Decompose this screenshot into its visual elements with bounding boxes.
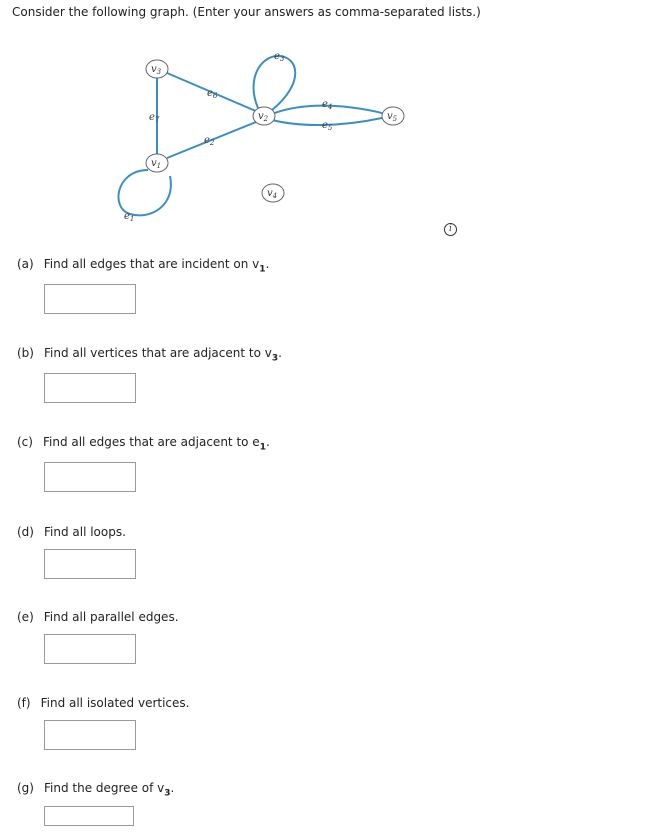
question-text: Find all isolated vertices.	[40, 696, 190, 710]
question-g: (g) Find the degree of $v_3$.	[17, 781, 175, 799]
question-text: Find the degree of v	[43, 781, 165, 795]
vertex-label-v5: $v_5$	[387, 111, 398, 123]
edge-label-e2: $e_2$	[204, 135, 215, 147]
question-part: (b)	[17, 346, 34, 360]
answer-a-input[interactable]	[44, 284, 136, 314]
question-b: (b) Find all vertices that are adjacent to $v_3$.	[17, 346, 282, 364]
question-part: (g)	[17, 781, 34, 795]
answer-c-input[interactable]	[44, 462, 136, 492]
edge-e1-loop	[118, 170, 170, 215]
question-c: (c) Find all edges that are adjacent to $e_1$.	[17, 435, 270, 453]
question-part: (d)	[17, 525, 34, 539]
edge-label-e5: $e_5$	[322, 120, 333, 132]
edge-label-e4: $e_4$	[322, 99, 333, 111]
instruction-text: Consider the following graph. (Enter your answers as comma-separated lists.)	[12, 5, 481, 19]
vertex-label-v4: $v_4$	[267, 188, 278, 200]
question-subscript: 3	[164, 788, 171, 799]
edge-label-e7: $e_7$	[149, 112, 160, 124]
answer-e-input[interactable]	[44, 634, 136, 664]
question-part: (c)	[17, 435, 33, 449]
info-icon[interactable]: i	[444, 223, 457, 236]
question-d	[17, 525, 126, 539]
edge-label-e6: $e_6$	[207, 88, 218, 100]
answer-d-input[interactable]	[44, 549, 136, 579]
vertex-label-v1: $v_1$	[151, 158, 162, 170]
question-subscript: 1	[259, 442, 266, 453]
question-text: Find all edges that are incident on v	[43, 257, 260, 271]
question-subscript: 1	[259, 264, 266, 275]
answer-f-input[interactable]	[44, 720, 136, 750]
question-text: Find all vertices that are adjacent to v	[43, 346, 272, 360]
question-text: Find all edges that are adjacent to e	[42, 435, 260, 449]
question-e	[17, 610, 179, 624]
question-text: Find all parallel edges.	[43, 610, 179, 624]
question-a: (a) Find all edges that are incident on $v_1$.	[17, 257, 270, 275]
edge-label-e3: $e_3$	[274, 51, 285, 63]
vertex-label-v3: $v_3$	[151, 64, 162, 76]
question-part: (e)	[17, 610, 34, 624]
question-part: (a)	[17, 257, 34, 271]
answer-g-input[interactable]	[44, 806, 134, 826]
vertex-label-v2: $v_2$	[258, 111, 269, 123]
question-part: (f)	[17, 696, 31, 710]
answer-b-input[interactable]	[44, 373, 136, 403]
question-subscript: 3	[271, 353, 279, 364]
edge-e3-loop	[254, 56, 296, 110]
edge-label-e1: $e_1$	[124, 211, 135, 223]
question-text: Find all loops.	[43, 525, 126, 539]
question-f	[17, 696, 189, 710]
graph-diagram	[0, 0, 666, 250]
